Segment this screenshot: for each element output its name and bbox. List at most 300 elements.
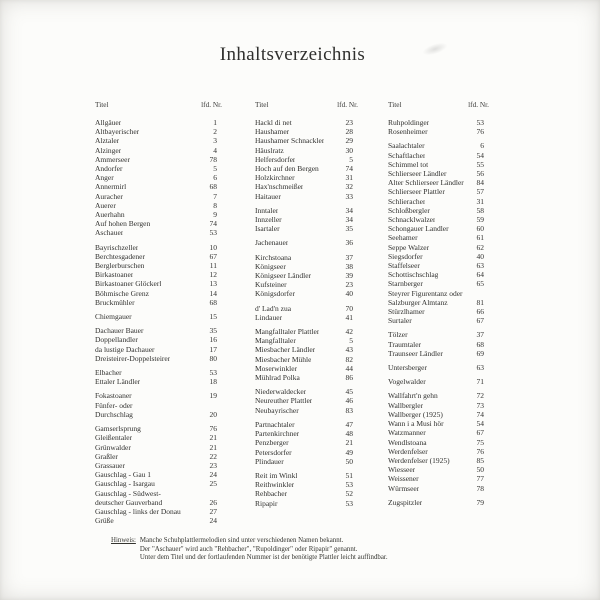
entry-number: 51: [345, 470, 353, 480]
entry-title: Gauschlag - Südwest-: [95, 488, 161, 498]
toc-group: [388, 330, 484, 358]
toc-entry: [95, 118, 217, 127]
entry-number: 10: [209, 242, 217, 252]
entry-number: 76: [476, 127, 484, 137]
entry-number: 66: [476, 307, 484, 317]
toc-group: [95, 312, 217, 321]
entry-number: 84: [476, 178, 484, 188]
toc-entry: [255, 118, 353, 127]
toc-entry: [95, 155, 217, 164]
toc-entry: [255, 499, 353, 508]
entry-number: 67: [476, 428, 484, 438]
entry-title: Allgäuer: [95, 118, 122, 127]
entry-number: 68: [209, 297, 217, 307]
entry-number: 53: [345, 480, 353, 490]
entry-number: 76: [209, 424, 217, 434]
toc-entry: [95, 410, 217, 419]
toc-entry: [388, 316, 484, 325]
toc-entry: [255, 420, 353, 429]
entry-number: 65: [476, 279, 484, 289]
toc-group: [388, 377, 484, 386]
entry-title: Seppe Walzer: [388, 242, 430, 252]
entry-title: Wallbergler: [388, 400, 424, 410]
toc-entry: [388, 160, 484, 169]
entry-title: Schaftlacher: [388, 150, 426, 160]
entry-title: Haushamer Schnackler: [255, 136, 325, 146]
entry-title: Hax'nschmeißer: [255, 182, 304, 192]
toc-entry: [388, 270, 484, 279]
entry-title: Grassauer: [95, 460, 125, 470]
toc-column: [95, 100, 222, 530]
entry-number: 22: [209, 451, 217, 461]
entry-number: 23: [209, 460, 217, 470]
entry-title: Neureuther Plattler: [255, 396, 313, 406]
entry-number: 47: [345, 419, 353, 429]
entry-number: 19: [209, 391, 217, 401]
entry-number: 64: [476, 270, 484, 280]
entry-number: 63: [476, 363, 484, 373]
toc-entry: [388, 401, 484, 410]
entry-title: Haushamer: [255, 127, 290, 137]
column-header-title: Titel: [255, 100, 269, 109]
entry-title: Hackl di net: [255, 118, 292, 127]
column-header-nr: lfd. Nr.: [201, 100, 222, 109]
entry-number: 16: [209, 335, 217, 345]
entry-title: Böhmische Grenz: [95, 288, 149, 298]
entry-number: 39: [345, 271, 353, 281]
entry-title: Penzberger: [255, 438, 289, 448]
toc-entry: [255, 136, 353, 145]
entry-title: Miesbacher Ländler: [255, 345, 316, 355]
entry-number: 78: [476, 483, 484, 493]
toc-entry: [95, 261, 217, 270]
entry-number: 5: [213, 164, 217, 174]
entry-number: 74: [345, 164, 353, 174]
toc-entry: [255, 406, 353, 415]
entry-number: 53: [345, 498, 353, 508]
entry-title: Schimmel tot: [388, 159, 429, 169]
entry-title: Ruhpoldinger: [388, 118, 430, 127]
toc-entry: [388, 349, 484, 358]
toc-entry: [388, 465, 484, 474]
toc-entry: [388, 456, 484, 465]
entry-title: Birkastoaner Glöckerl: [95, 279, 162, 289]
toc-entry: [95, 424, 217, 433]
entry-title: Plindauer: [255, 456, 284, 466]
entry-title: Auf hohen Bergen: [95, 219, 151, 229]
entry-title: Starnberger: [388, 279, 423, 289]
entry-number: 5: [349, 154, 353, 164]
entry-title: Schlierseer Plattler: [388, 187, 445, 197]
toc-entry: [388, 428, 484, 437]
toc-entry: [95, 452, 217, 461]
entry-title: Gauschlag - Gau 1: [95, 470, 152, 480]
toc-entry: [95, 173, 217, 182]
entry-title: Aschauer: [95, 228, 124, 238]
entry-number: 82: [345, 354, 353, 364]
toc-group: [95, 118, 217, 238]
entry-number: 31: [476, 196, 484, 206]
entry-title: Schnacklwalzer: [388, 215, 436, 225]
toc-entry: [388, 340, 484, 349]
toc-entry: [255, 345, 353, 354]
entry-number: 6: [213, 173, 217, 183]
toc-entry: [255, 471, 353, 480]
toc-group: [388, 498, 484, 507]
entry-title: Partnachtaler: [255, 419, 295, 429]
toc-entry: [255, 192, 353, 201]
page-title: Inhaltsverzeichnis: [219, 44, 366, 65]
entry-title: Stürzlhamer: [388, 307, 425, 317]
entry-number: 27: [209, 506, 217, 516]
toc-entry: [255, 355, 353, 364]
toc-entry: [95, 219, 217, 228]
entry-title: Schlieracher: [388, 196, 426, 206]
toc-entry: [388, 252, 484, 261]
entry-number: 63: [476, 261, 484, 271]
toc-entry: [95, 489, 217, 498]
toc-entry: [255, 146, 353, 155]
footnote-lines: [140, 537, 388, 563]
entry-number: 46: [345, 396, 353, 406]
toc-entry: [95, 470, 217, 479]
entry-title: da lustige Dachauer: [95, 344, 155, 354]
entry-number: 40: [345, 289, 353, 299]
entry-title: Königseer: [255, 261, 286, 271]
entry-number: 78: [209, 154, 217, 164]
toc-entry: [255, 289, 353, 298]
entry-number: 40: [476, 251, 484, 261]
entry-title: Watzmanner: [388, 428, 426, 438]
toc-entry: [255, 387, 353, 396]
toc-entry: [388, 307, 484, 316]
entry-number: [481, 289, 484, 298]
entry-title: Reithwinkler: [255, 480, 295, 490]
entry-title: Werdenfelser: [388, 446, 428, 456]
toc-entry: [388, 141, 484, 150]
toc-entry: [255, 373, 353, 382]
toc-entry: [255, 155, 353, 164]
toc-entry: [388, 438, 484, 447]
entry-number: 21: [345, 438, 353, 448]
toc-entry: [255, 457, 353, 466]
entry-number: 71: [476, 377, 484, 387]
entry-number: 45: [345, 387, 353, 397]
entry-number: 67: [476, 316, 484, 326]
toc-group: [255, 118, 353, 201]
toc-entry: [255, 480, 353, 489]
toc-entry: [95, 377, 217, 386]
entry-title: Saalachtaler: [388, 141, 425, 151]
toc-entry: [95, 335, 217, 344]
entry-number: 21: [209, 433, 217, 443]
entry-number: 53: [209, 228, 217, 238]
entry-title: Grünwalder: [95, 442, 131, 452]
toc-entry: [255, 164, 353, 173]
toc-group: [255, 420, 353, 466]
entry-title: Ripapir: [255, 498, 278, 508]
entry-number: 53: [209, 368, 217, 378]
entry-title: Häuslratz: [255, 145, 284, 155]
entry-number: 83: [345, 405, 353, 415]
column-header: [388, 100, 489, 109]
toc-entry: [388, 298, 484, 307]
toc-group: [255, 387, 353, 415]
entry-number: 49: [345, 447, 353, 457]
entry-title: Werdenfelser (1925): [388, 455, 450, 465]
entry-number: 6: [480, 141, 484, 151]
entry-title: Niederwaldecker: [255, 387, 307, 397]
entry-title: Gleißentaler: [95, 433, 133, 443]
toc-group: [255, 304, 353, 322]
toc-entry: [95, 279, 217, 288]
toc-columns: [95, 100, 489, 530]
entry-title: Lindauer: [255, 312, 283, 322]
toc-entry: [95, 479, 217, 488]
entry-number: 85: [476, 455, 484, 465]
toc-entry: [255, 238, 353, 247]
entry-title: Miesbacher Mühle: [255, 354, 312, 364]
entry-title: Anger: [95, 173, 114, 183]
entry-number: 81: [476, 297, 484, 307]
toc-group: [388, 363, 484, 372]
entry-number: 62: [476, 242, 484, 252]
entry-number: 24: [209, 470, 217, 480]
toc-entry: [255, 364, 353, 373]
entry-number: 55: [476, 159, 484, 169]
entry-title: Salzburger Almtanz: [388, 297, 448, 307]
toc-entry: [388, 215, 484, 224]
entry-title: Ettaler Ländler: [95, 377, 141, 387]
entry-title: Vogelwalder: [388, 377, 426, 387]
entry-number: 72: [476, 391, 484, 401]
entry-number: 11: [209, 261, 217, 271]
entry-title: Kufsteiner: [255, 280, 287, 290]
entry-number: 29: [345, 136, 353, 146]
entry-title: Dreisteirer-Doppelsteirer: [95, 353, 171, 363]
toc-column: [388, 100, 489, 512]
entry-title: Elbacher: [95, 368, 122, 378]
toc-entry: [95, 243, 217, 252]
entry-title: Fünfer- oder: [95, 400, 133, 410]
entry-title: Innzeller: [255, 215, 282, 225]
entry-number: 76: [476, 446, 484, 456]
toc-entry: [95, 368, 217, 377]
entry-number: 57: [476, 187, 484, 197]
entry-title: Gauschlag - Isargau: [95, 479, 155, 489]
entry-number: 30: [345, 145, 353, 155]
entry-title: Königseer Ländler: [255, 271, 312, 281]
entry-title: Alztaler: [95, 136, 120, 146]
toc-entry: [255, 253, 353, 262]
toc-entry: [95, 127, 217, 136]
column-header-nr: lfd. Nr.: [337, 100, 358, 109]
toc-entry: [388, 279, 484, 288]
entry-number: 73: [476, 400, 484, 410]
toc-entry: [255, 336, 353, 345]
entry-number: 31: [345, 173, 353, 183]
toc-entry: [388, 484, 484, 493]
entry-title: Doppellandler: [95, 335, 138, 345]
toc-entry: [255, 304, 353, 313]
toc-group: [255, 206, 353, 234]
toc-entry: [388, 118, 484, 127]
toc-entry: [95, 289, 217, 298]
toc-entry: [95, 443, 217, 452]
entry-number: 14: [209, 288, 217, 298]
entry-title: Fokastoaner: [95, 391, 132, 401]
entry-title: Hoch auf den Bergen: [255, 164, 319, 174]
entry-number: 41: [345, 312, 353, 322]
entry-title: Königsdorfer: [255, 289, 295, 299]
entry-title: Graßler: [95, 451, 118, 461]
toc-entry: [255, 396, 353, 405]
toc-entry: [95, 228, 217, 237]
entry-number: 13: [209, 279, 217, 289]
entry-number: [214, 489, 217, 498]
toc-entry: [388, 187, 484, 196]
column-header-title: Titel: [388, 100, 402, 109]
entry-title: Untersberger: [388, 363, 428, 373]
entry-number: 33: [345, 191, 353, 201]
entry-number: 60: [476, 224, 484, 234]
toc-entry: [388, 243, 484, 252]
toc-entry: [95, 201, 217, 210]
entry-number: 37: [345, 252, 353, 262]
toc-entry: [95, 252, 217, 261]
entry-title: Kirchstoana: [255, 252, 292, 262]
toc-entry: [388, 178, 484, 187]
entry-number: 68: [476, 339, 484, 349]
toc-entry: [95, 210, 217, 219]
toc-entry: [388, 410, 484, 419]
entry-number: [214, 401, 217, 410]
entry-title: Birkastoaner: [95, 270, 134, 280]
entry-title: Reit im Winkl: [255, 470, 298, 480]
toc-entry: [95, 136, 217, 145]
entry-title: Surtaler: [388, 316, 412, 326]
entry-number: 58: [476, 205, 484, 215]
entry-title: Inntaler: [255, 205, 279, 215]
entry-title: Rehbacher: [255, 489, 288, 499]
toc-entry: [388, 206, 484, 215]
entry-title: Schongauer Landler: [388, 224, 449, 234]
entry-title: Seehamer: [388, 233, 418, 243]
column-header-title: Titel: [95, 100, 109, 109]
toc-entry: [388, 233, 484, 242]
entry-number: 54: [476, 419, 484, 429]
toc-group: [255, 238, 353, 247]
entry-number: 15: [209, 312, 217, 322]
entry-number: 42: [345, 327, 353, 337]
entry-title: Weissener: [388, 474, 419, 484]
entry-number: 37: [476, 330, 484, 340]
toc-entry: [95, 391, 217, 400]
entry-title: Schloßbergler: [388, 205, 430, 215]
entry-number: 36: [345, 238, 353, 248]
toc-entry: [388, 169, 484, 178]
toc-entry: [388, 289, 484, 298]
toc-group: [388, 141, 484, 325]
toc-entry: [388, 447, 484, 456]
entry-title: Alter Schlierseer Ländler: [388, 178, 464, 188]
entry-number: 74: [476, 409, 484, 419]
entry-title: Wendlstoana: [388, 437, 427, 447]
entry-title: Annermirl: [95, 182, 127, 192]
toc-entry: [255, 173, 353, 182]
entry-title: Gamserlsprung: [95, 424, 141, 434]
toc-entry: [255, 313, 353, 322]
toc-group: [255, 471, 353, 508]
entry-title: Bruckmühler: [95, 297, 135, 307]
entry-number: 9: [213, 210, 217, 220]
toc-entry: [255, 262, 353, 271]
toc-group: [95, 368, 217, 386]
entry-title: Berglerburschen: [95, 261, 145, 271]
entry-number: 80: [209, 353, 217, 363]
entry-title: Schlierseer Ländler: [388, 169, 447, 179]
toc-entry: [388, 330, 484, 339]
toc-entry: [255, 206, 353, 215]
entry-title: deutscher Gauverband: [95, 497, 163, 507]
footnote: [111, 537, 531, 563]
entry-number: 50: [345, 456, 353, 466]
entry-title: Berchtesgadener: [95, 251, 145, 261]
entry-title: Staffelseer: [388, 261, 420, 271]
entry-number: 44: [345, 363, 353, 373]
entry-number: 34: [345, 215, 353, 225]
entry-number: 52: [345, 489, 353, 499]
entry-title: Jachenauer: [255, 238, 289, 248]
entry-number: 56: [476, 169, 484, 179]
entry-title: Alzinger: [95, 145, 122, 155]
entry-number: 53: [476, 118, 484, 127]
entry-number: 32: [345, 182, 353, 192]
toc-entry: [95, 312, 217, 321]
entry-title: Zugspitzler: [388, 497, 423, 507]
toc-entry: [388, 151, 484, 160]
entry-number: 68: [209, 182, 217, 192]
entry-title: Traumtaler: [388, 339, 422, 349]
entry-title: Ammerseer: [95, 154, 130, 164]
entry-title: Altbayerischer: [95, 127, 140, 137]
entry-number: 23: [345, 280, 353, 290]
entry-number: 23: [345, 118, 353, 127]
toc-entry: [255, 489, 353, 498]
entry-number: 38: [345, 261, 353, 271]
toc-entry: [255, 224, 353, 233]
entry-title: Andorfer: [95, 164, 123, 174]
toc-group: [255, 327, 353, 382]
entry-number: 24: [209, 516, 217, 526]
entry-number: 35: [345, 224, 353, 234]
entry-number: 4: [213, 145, 217, 155]
footnote-line: Unter dem Titel und der fortlaufenden Nummer ist der benötigte Plattler leicht auffindbar.: [139, 554, 388, 562]
entry-title: Steyrer Figurentanz oder: [388, 288, 463, 298]
entry-title: Wallfahrt'n gehn: [388, 391, 438, 401]
toc-entry: [255, 215, 353, 224]
entry-number: 74: [209, 219, 217, 229]
toc-entry: [95, 146, 217, 155]
entry-number: 86: [345, 373, 353, 383]
entry-number: 20: [209, 409, 217, 419]
toc-group: [388, 391, 484, 492]
entry-number: 18: [209, 377, 217, 387]
entry-title: Neubayrischer: [255, 405, 299, 415]
toc-entry: [95, 182, 217, 191]
toc-entry: [388, 197, 484, 206]
toc-entry: [255, 438, 353, 447]
